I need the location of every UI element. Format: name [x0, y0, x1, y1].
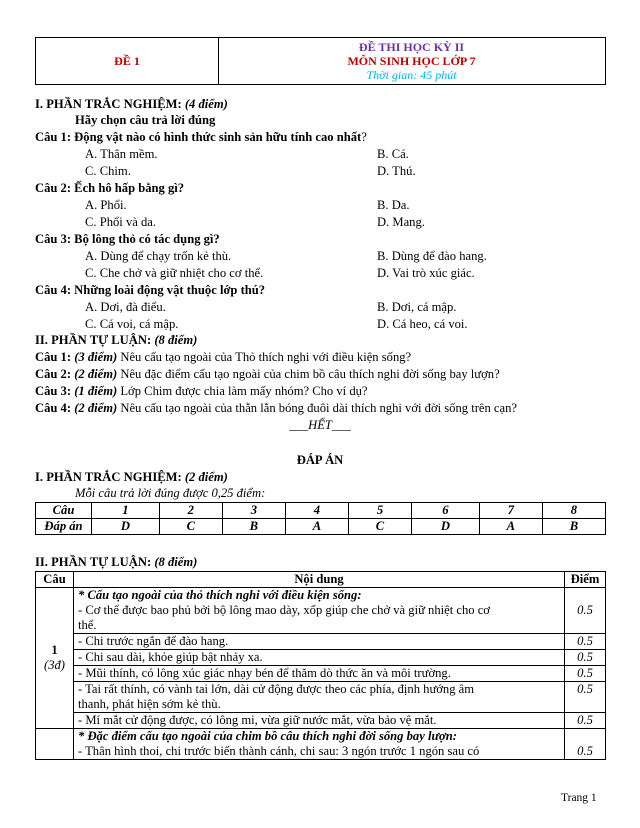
mc-q2-b: B. Da.: [377, 198, 410, 212]
answer-key-table: [35, 502, 606, 535]
mc-q1-d: D. Thú.: [377, 164, 416, 178]
essay-score: 0.5: [565, 650, 606, 666]
essay-score: 0.5: [565, 729, 606, 760]
exam-subject: MÔN SINH HỌC LỚP 7: [347, 54, 476, 68]
essay-content: - Mí mắt cử động được, có lông mi, vừa giữ nước mắt, vừa bảo vệ mắt.: [74, 713, 565, 729]
answer-key-num: 2: [159, 503, 222, 519]
essay-content: [74, 729, 565, 760]
answer-key-num: 4: [285, 503, 348, 519]
q1-content-title: * Cấu tạo ngoài của thỏ thích nghi với điều kiện sống:: [78, 588, 362, 602]
mc-q2: Câu 2: Ếch hô hấp bằng gì?: [35, 181, 185, 195]
answer-key-value: C: [159, 519, 222, 535]
essay-q2: [35, 366, 500, 382]
page-number: Trang 1: [561, 792, 597, 804]
essay-q2-label: Câu 2:: [35, 367, 72, 381]
mc-q3-d: D. Vai trò xúc giác.: [377, 266, 475, 280]
essay-content: - Mũi thính, có lông xúc giác nhạy bén để thăm dò thức ăn và môi trường.: [74, 666, 565, 682]
part1-heading-text: I. PHẦN TRẮC NGHIỆM:: [35, 97, 182, 111]
essay-row: [36, 666, 606, 682]
answer-key-num: 5: [348, 503, 411, 519]
exam-title: ĐỀ THI HỌC KỲ II: [358, 40, 465, 54]
q2-cell: [36, 729, 74, 760]
mc-q4-d: D. Cá heo, cá voi.: [377, 317, 468, 331]
answers-note: Mỗi câu trả lời đúng được 0,25 điểm:: [75, 486, 266, 500]
answers-part2-heading-text: II. PHẦN TỰ LUẬN:: [35, 555, 152, 569]
exam-title-block: [218, 38, 605, 86]
mc-q1-mark: ?: [361, 130, 367, 144]
part2-heading-text: II. PHẦN TỰ LUẬN:: [35, 333, 152, 347]
part1-heading: [35, 96, 228, 112]
col-question: Câu: [36, 572, 74, 588]
essay-score: 0.5: [565, 713, 606, 729]
mc-q1-a: A. Thân mềm.: [85, 147, 158, 161]
answer-key-row-answers: [36, 519, 606, 535]
essay-q1-text: Nêu cấu tạo ngoài của Thỏ thích nghi với điều kiện sống?: [117, 350, 412, 364]
answer-key-value: B: [542, 519, 605, 535]
essay-q4-text: Nêu cấu tạo ngoài của thằn lằn bóng đuôi dài thích nghi với đời sống trên cạn?: [117, 401, 517, 415]
answer-key-row-questions: [36, 503, 606, 519]
mc-q2-d: D. Mang.: [377, 215, 425, 229]
answer-key-num: 8: [542, 503, 605, 519]
essay-score: 0.5: [565, 588, 606, 634]
mc-q3-a: A. Dùng để chạy trốn kẻ thù.: [85, 249, 232, 263]
q1-line: - Cơ thể được bao phủ bởi bộ lông mao dày, xốp giúp che chở và giữ nhiệt cho cơ: [78, 603, 490, 617]
mc-q3-b: B. Dùng để đào hang.: [377, 249, 487, 263]
answer-key-value: A: [285, 519, 348, 535]
essay-content: - Chi trước ngắn để đào hang.: [74, 634, 565, 650]
answers-part2-points: (8 điểm): [154, 555, 198, 569]
mc-q3-c: C. Che chở và giữ nhiệt cho cơ thể.: [85, 266, 264, 280]
essay-q4: [35, 400, 517, 416]
q1-line: thể.: [78, 618, 97, 632]
answer-key-label-a: Đáp án: [36, 519, 92, 535]
mc-q4-c: C. Cá voi, cá mập.: [85, 317, 179, 331]
q2-line: - Thân hình thoi, chi trước biến thành cánh, chi sau: 3 ngón trước 1 ngón sau có: [78, 744, 480, 758]
essay-score: 0.5: [565, 634, 606, 650]
essay-score: 0.5: [565, 666, 606, 682]
mc-q4-a: A. Dơi, đà điểu.: [85, 300, 166, 314]
essay-q2-pts: (2 điểm): [74, 367, 118, 381]
answers-title: ĐÁP ÁN: [296, 453, 344, 467]
answer-key-num: 1: [92, 503, 160, 519]
mc-q1: [35, 129, 367, 145]
col-content: Nội dung: [74, 572, 565, 588]
exam-header: [35, 37, 606, 85]
essay-q1-label: Câu 1:: [35, 350, 72, 364]
essay-q3-label: Câu 3:: [35, 384, 72, 398]
q1-line: - Tai rất thính, có vành tai lớn, dài cử động được theo các phía, định hướng âm: [78, 682, 475, 696]
answers-part1-points: (2 điểm): [184, 470, 228, 484]
q1-line: thanh, phát hiện sớm kẻ thù.: [78, 697, 221, 711]
essay-row: [36, 713, 606, 729]
part1-points: (4 điểm): [184, 97, 228, 111]
col-score: Điểm: [565, 572, 606, 588]
answer-key-label-q: Câu: [36, 503, 92, 519]
part1-instruction: Hãy chọn câu trả lời đúng: [75, 113, 216, 127]
essay-score: 0.5: [565, 682, 606, 713]
essay-content: [74, 588, 565, 634]
essay-q3-text: Lớp Chim được chia làm mấy nhóm? Cho ví dụ?: [117, 384, 368, 398]
essay-q4-pts: (2 điểm): [74, 401, 118, 415]
mc-q3: Câu 3: Bộ lông thỏ có tác dụng gì?: [35, 232, 220, 246]
answer-key-num: 7: [479, 503, 542, 519]
mc-q2-a: A. Phổi.: [85, 198, 127, 212]
essay-q3: [35, 383, 368, 399]
mc-q4-b: B. Dơi, cá mập.: [377, 300, 457, 314]
part2-heading: [35, 332, 197, 348]
answers-part1-heading: [35, 469, 228, 485]
mc-q2-c: C. Phổi và da.: [85, 215, 157, 229]
essay-answer-table: [35, 571, 606, 760]
mc-q1-text: Câu 1: Động vật nào có hình thức sinh sản hữu tính cao nhất: [35, 130, 362, 144]
essay-q1: [35, 349, 411, 365]
answer-key-num: 6: [412, 503, 480, 519]
essay-q1-pts: (3 điểm): [74, 350, 118, 364]
essay-q2-text: Nêu đặc điểm cấu tạo ngoài của chim bồ câu thích nghi đời sống bay lượn?: [117, 367, 500, 381]
essay-table-header: [36, 572, 606, 588]
mc-q1-c: C. Chim.: [85, 164, 131, 178]
essay-q4-label: Câu 4:: [35, 401, 72, 415]
mc-q4: Câu 4: Những loài động vật thuộc lớp thú?: [35, 283, 266, 297]
answers-part1-heading-text: I. PHẦN TRẮC NGHIỆM:: [35, 470, 182, 484]
part2-points: (8 điểm): [154, 333, 198, 347]
exam-code: ĐỀ 1: [36, 38, 219, 84]
mc-q1-b: B. Cá.: [377, 147, 409, 161]
end-marker: ___HẾT___: [289, 418, 351, 432]
q2-content-title: * Đặc điểm cấu tạo ngoài của chim bồ câu thích nghi đời sống bay lượn:: [78, 729, 457, 743]
essay-row: [36, 634, 606, 650]
essay-row: [36, 650, 606, 666]
essay-q3-pts: (1 điểm): [74, 384, 118, 398]
essay-row: [36, 588, 606, 634]
exam-time: Thời gian: 45 phút: [366, 68, 457, 82]
answer-key-value: A: [479, 519, 542, 535]
q1-cell: [36, 588, 74, 729]
essay-row: [36, 729, 606, 760]
q1-pts: (3đ): [44, 658, 65, 672]
answer-key-value: D: [412, 519, 480, 535]
answer-key-value: D: [92, 519, 160, 535]
answer-key-value: C: [348, 519, 411, 535]
essay-row: [36, 682, 606, 713]
q1-num: 1: [51, 643, 58, 657]
essay-content: [74, 682, 565, 713]
essay-content: - Chi sau dài, khỏe giúp bật nhảy xa.: [74, 650, 565, 666]
answer-key-num: 3: [222, 503, 285, 519]
answers-part2-heading: [35, 554, 197, 570]
answer-key-value: B: [222, 519, 285, 535]
